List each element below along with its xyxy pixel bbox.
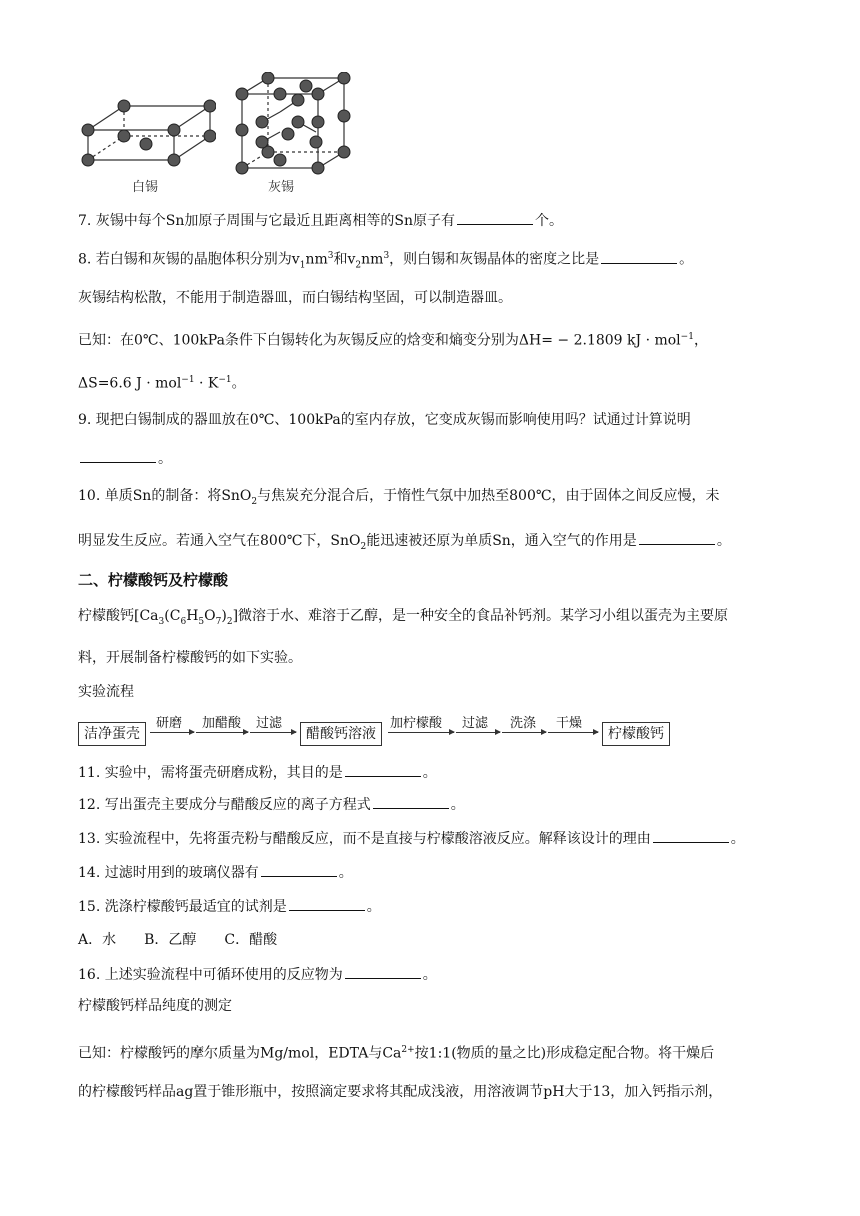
answer-blank: [345, 762, 421, 777]
flow-step-acetic: 加醋酸: [202, 716, 242, 731]
question-7: 7. 灰锡中每个Sn加原子周围与它最近且距离相等的Sn原子有 个。: [78, 210, 563, 231]
flow-arrow: [502, 732, 546, 733]
question-12: 12. 写出蛋壳主要成分与醋酸反应的离子方程式 。: [78, 794, 465, 815]
flow-arrow: [250, 732, 296, 733]
flow-step-dry: 干燥: [556, 716, 583, 731]
flow-arrow: [456, 732, 500, 733]
question-10-cont: 明显发生反应。若通入空气在800℃下，SnO$_2$能迅速被还原为单质Sn，通入空气的作用是 。: [78, 530, 731, 557]
answer-blank: [601, 249, 677, 264]
flow-step-wash: 洗涤: [510, 716, 537, 731]
paragraph-purity-known: 已知：柠檬酸钙的摩尔质量为Mg/mol，EDTA与$Ca^{2+}$按1:1(物质的量之比)形成稳定配合物。将干燥后: [78, 1045, 715, 1062]
experiment-flowchart: [78, 712, 678, 752]
white-tin-caption: 白锡: [132, 180, 159, 195]
answer-blank: [653, 828, 729, 843]
answer-blank: [345, 964, 421, 979]
flow-arrow: [150, 732, 194, 733]
grey-tin-caption: 灰锡: [268, 180, 295, 195]
question-14: 14. 过滤时用到的玻璃仪器有 。: [78, 862, 353, 883]
question-10: 10. 单质Sn的制备：将SnO$_2$与焦炭充分混合后，于惰性气氛中加热至800℃，由于固体之间反应慢，未: [78, 488, 720, 507]
white-tin-cell-diagram: [76, 74, 216, 174]
flow-arrow: [548, 732, 598, 733]
answer-blank: [639, 530, 715, 545]
question-11: 11. 实验中，需将蛋壳研磨成粉，其目的是 。: [78, 762, 437, 783]
paragraph-calcium-citrate: 柠檬酸钙$[Ca_3(C_6H_5O_7)_2]$微溶于水、难溶于乙醇，是一种安全的食品补钙剂。某学习小组以蛋壳为主要原: [78, 608, 729, 627]
question-8: 8. 若白锡和灰锡的晶胞体积分别为$v_1nm^3$和$v_2nm^3$，则白锡和灰锡晶体的密度之比是 。: [78, 246, 693, 275]
question-9: 9. 现把白锡制成的器皿放在0℃、100kPa的室内存放，它变成灰锡而影响使用吗？试通过计算说明: [78, 412, 691, 428]
paragraph-calcium-citrate-cont: 料，开展制备柠檬酸钙的如下实验。: [78, 650, 302, 666]
flow-arrow: [196, 732, 248, 733]
flow-box-product: 柠檬酸钙: [602, 722, 670, 746]
question-15: 15. 洗涤柠檬酸钙最适宜的试剂是 。: [78, 896, 381, 917]
section-heading: 二、柠檬酸钙及柠檬酸: [78, 571, 229, 589]
flow-title: 实验流程: [78, 684, 134, 700]
flow-box-acetate: 醋酸钙溶液: [300, 722, 382, 746]
answer-blank: [373, 794, 449, 809]
answer-blank: [80, 448, 156, 463]
paragraph-entropy: ΔS=6.6 $J \cdot mol^{-1} \cdot K^{-1}$。: [78, 375, 246, 392]
question-16: 16. 上述实验流程中可循环使用的反应物为 。: [78, 964, 437, 985]
flow-step-citric: 加柠檬酸: [390, 716, 443, 731]
paragraph-tin-structure: 灰锡结构松散，不能用于制造器皿，而白锡结构坚固，可以制造器皿。: [78, 290, 512, 306]
flow-step-grind: 研磨: [156, 716, 183, 731]
flow-box-eggshell: 洁净蛋壳: [78, 722, 146, 746]
purity-title: 柠檬酸钙样品纯度的测定: [78, 998, 232, 1014]
paragraph-purity-procedure: 的柠檬酸钙样品ag置于锥形瓶中，按照滴定要求将其配成浅液，用溶液调节pH大于13，加入钙指示剂，: [78, 1084, 723, 1100]
question-13: 13. 实验流程中，先将蛋壳粉与醋酸反应，而不是直接与柠檬酸溶液反应。解释该设计的理由 。: [78, 828, 745, 849]
flow-step-filter: 过滤: [256, 716, 283, 731]
question-9-answer: 。: [78, 448, 172, 469]
answer-blank: [457, 210, 533, 225]
answer-blank: [261, 862, 337, 877]
grey-tin-cell-diagram: [232, 72, 352, 176]
flow-arrow: [388, 732, 454, 733]
answer-blank: [289, 896, 365, 911]
flow-step-filter2: 过滤: [462, 716, 489, 731]
question-15-options: A．水 B．乙醇 C．醋酸: [78, 932, 278, 948]
paragraph-known-thermo: 已知：在0℃、100kPa条件下白锡转化为灰锡反应的焓变和熵变分别为ΔH= − 2.1809 kJ · mol$^{-1}$，: [78, 332, 708, 349]
crystal-figures: [76, 74, 356, 200]
